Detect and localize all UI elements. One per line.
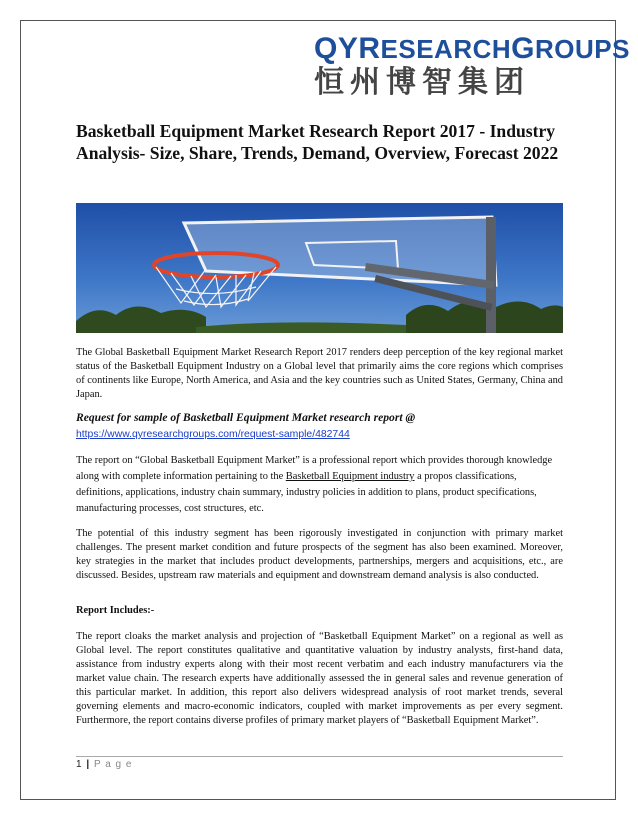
footer-separator: | xyxy=(86,759,91,770)
sample-request-label: Request for sample of Basketball Equipment Market research report @ xyxy=(76,411,416,424)
report-cloaks-paragraph: The report cloaks the market analysis and projection of “Basketball Equipment Market” on a regional as well as Global level. The report constitutes qualitative and quantitative valuation by industry analysts, first-hand data, assistance from industry experts along with their most recent verbatim and each industry manufacturers via the market value chain. The research experts have additionally assessed the in general sales and revenue generation of this particular market. In addition, this report also delivers widespread analysis of root market trends, several governing elements and macro-economic indicators, coupled with market improvements as per every segment. Furthermore, the report contains diverse profiles of primary market players of “Basketball Equipment Market”. xyxy=(76,631,563,726)
logo-english: QYRESEARCHGROUPS xyxy=(314,32,630,65)
footer-divider xyxy=(76,756,563,757)
sample-request-link[interactable]: https://www.qyresearchgroups.com/request-sample/482744 xyxy=(76,429,350,440)
page-footer xyxy=(76,759,132,770)
report-includes-heading: Report Includes:- xyxy=(76,605,155,616)
basketball-hoop-photo xyxy=(76,203,563,333)
report-description-paragraph: The report on “Global Basketball Equipment Market” is a professional report which provides thorough knowledge along with complete information pertaining to the Basketball Equipment industry a propos classifications, definitions, applications, industry chain summary, industry policies in addition to plans, product specifications, manufacturing processes, cost structures, etc. xyxy=(76,455,553,514)
intro-paragraph: The Global Basketball Equipment Market Research Report 2017 renders deep perception of the key regional market status of the Basketball Equipment Industry on a Global level that primarily aims the core regions which comprises of continents like Europe, North America, and Asia and the key countries such as United States, Germany, China and Japan. xyxy=(76,347,563,400)
page-number: 1 xyxy=(76,759,83,770)
report-title: Basketball Equipment Market Research Report 2017 - Industry Analysis- Size, Share, Trends, Demand, Overview, Forecast 2022 xyxy=(76,121,559,163)
potential-paragraph: The potential of this industry segment has been rigorously investigated in conjunction with primary market challenges. The present market condition and future prospects of the segment has also been examined. Moreover, key strategies in the market that includes product developments, partnerships, mergers and acquisitions, etc., are discussed. Besides, upstream raw materials and equipment and downstream demand analysis is also conducted. xyxy=(76,528,563,581)
page-label: P a g e xyxy=(93,759,133,770)
industry-link[interactable]: Basketball Equipment industry xyxy=(285,471,415,482)
logo-chinese: 恒州博智集团 xyxy=(314,65,530,100)
company-logo xyxy=(314,32,630,104)
